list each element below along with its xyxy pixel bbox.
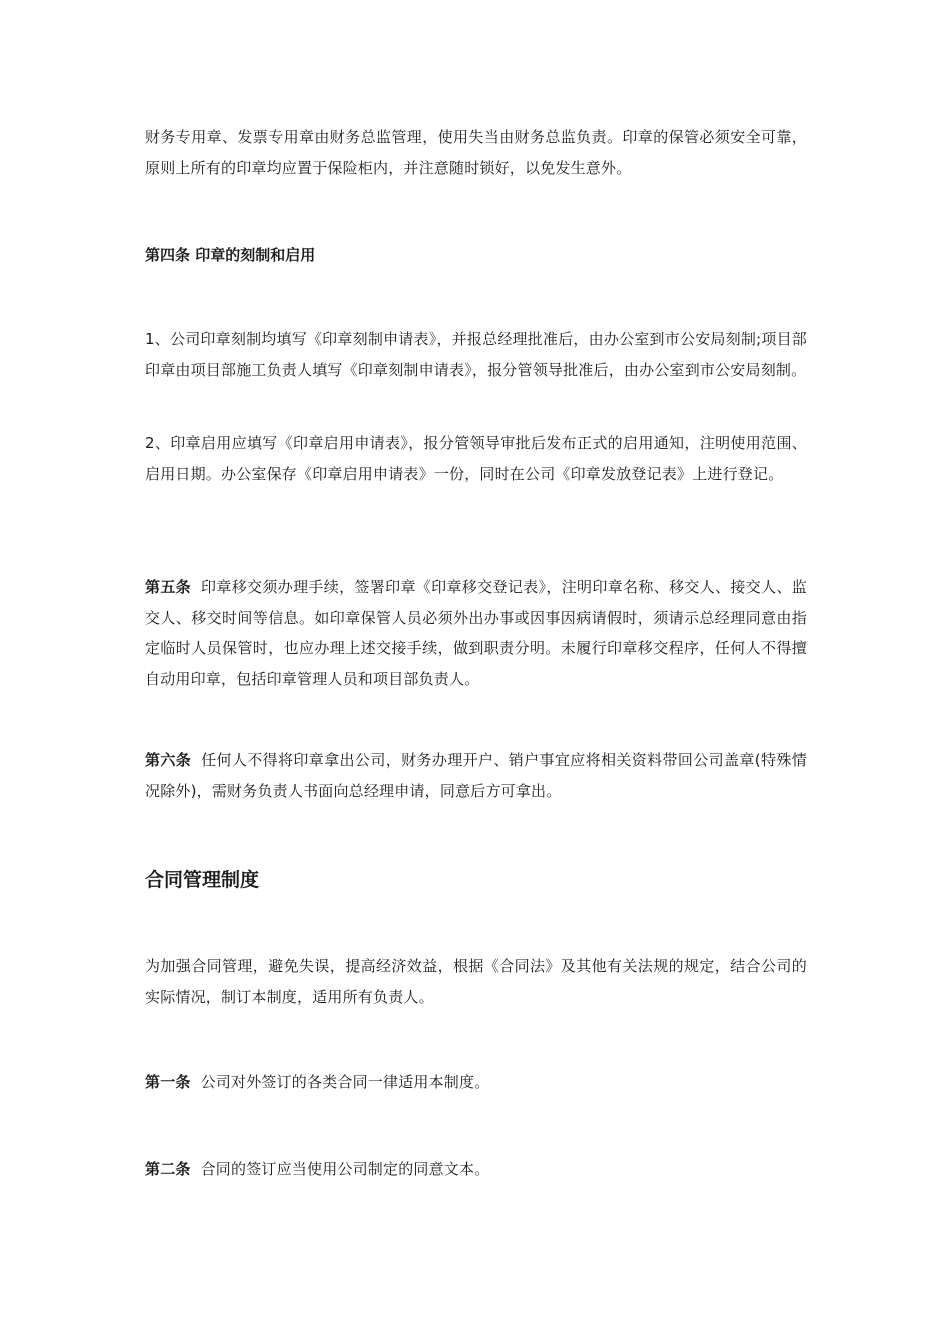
contract-article2-label: 第二条 <box>145 1160 191 1178</box>
contract-article2-text: 合同的签订应当使用公司制定的同意文本。 <box>200 1160 490 1178</box>
article4-item1: 1、公司印章刻制均填写《印章刻制申请表》，并报总经理批准后，由办公室到市公安局刻制;项目部印章由项目部施工负责人填写《印章刻制申请表》，报分管领导批准后，由办公室到市公安局刻制。 <box>145 330 807 379</box>
article6-paragraph <box>145 745 807 806</box>
article5-text: 印章移交须办理手续，签署印章《印章移交登记表》，注明印章名称、移交人、接交人、监交人、移交时间等信息。如印章保管人员必须外出办事或因事因病请假时，须请示总经理同意由指定临时人员保管时，也应办理上述交接手续，做到职责分明。未履行印章移交程序，任何人不得擅自动用印章，包括印章管理人员和项目部负责人。 <box>145 578 807 688</box>
article5-paragraph <box>145 572 807 694</box>
contract-article1-label: 第一条 <box>145 1073 191 1091</box>
paragraph-seal-custody: 财务专用章、发票专用章由财务总监管理，使用失当由财务总监负责。印章的保管必须安全可靠，原则上所有的印章均应置于保险柜内，并注意随时锁好，以免发生意外。 <box>145 128 807 177</box>
article4-heading: 第四条 印章的刻制和启用 <box>145 246 316 264</box>
contract-article1-paragraph <box>145 1067 807 1098</box>
article4-item2: 2、印章启用应填写《印章启用申请表》，报分管领导审批后发布正式的启用通知，注明使用范围、启用日期。办公室保存《印章启用申请表》一份，同时在公司《印章发放登记表》上进行登记。 <box>145 434 807 483</box>
contract-article2-paragraph <box>145 1154 807 1185</box>
article6-label: 第六条 <box>145 751 192 769</box>
article6-text: 任何人不得将印章拿出公司，财务办理开户、销户事宜应将相关资料带回公司盖章(特殊情况除外)，需财务负责人书面向总经理申请，同意后方可拿出。 <box>145 751 807 800</box>
contract-section-title: 合同管理制度 <box>145 869 260 891</box>
contract-intro-paragraph: 为加强合同管理，避免失误，提高经济效益，根据《合同法》及其他有关法规的规定，结合公司的实际情况，制订本制度，适用所有负责人。 <box>145 957 807 1006</box>
article5-label: 第五条 <box>145 578 192 596</box>
contract-article1-text: 公司对外签订的各类合同一律适用本制度。 <box>200 1073 490 1091</box>
